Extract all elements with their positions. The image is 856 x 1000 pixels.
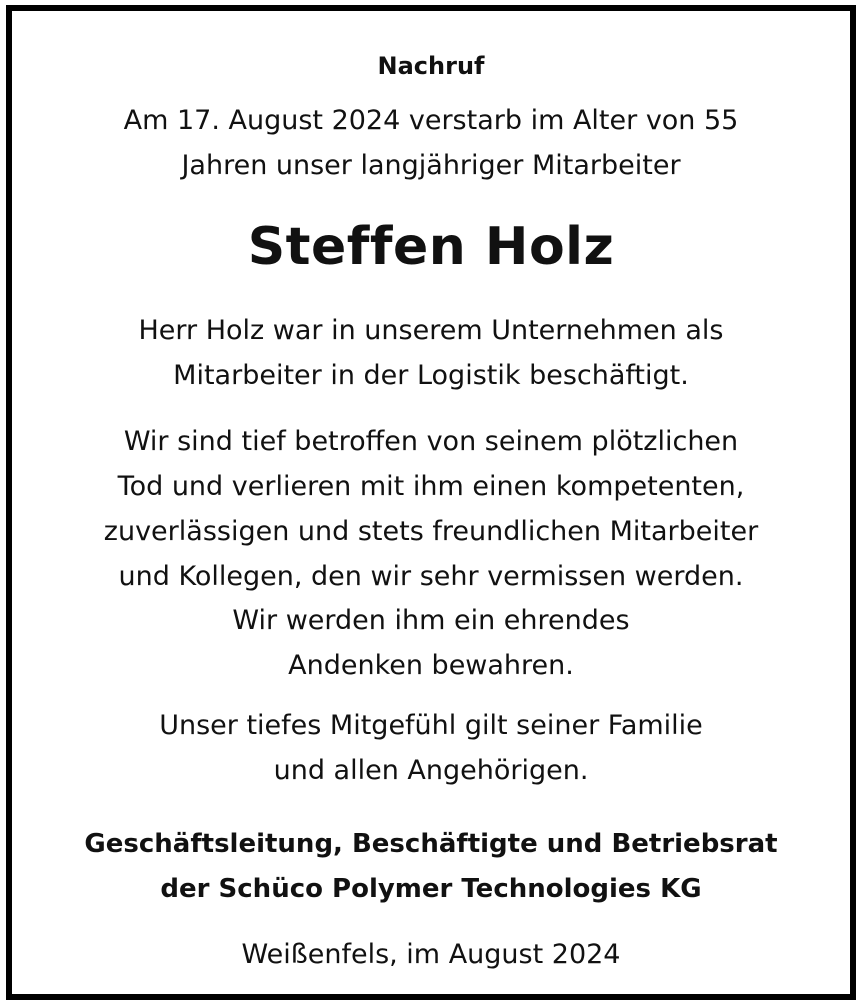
intro-line-2: Jahren unser langjähriger Mitarbeiter — [181, 150, 681, 181]
intro-line-1: Am 17. August 2024 verstarb im Alter von 55 — [123, 105, 739, 136]
deceased-name: Steffen Holz — [247, 217, 615, 277]
paragraph2-line-2: Tod und verlieren mit ihm einen kompetenten, — [117, 471, 745, 502]
sender-line-2: der Schüco Polymer Technologies KG — [160, 874, 702, 904]
paragraph3-line-1: Unser tiefes Mitgefühl gilt seiner Familie — [159, 710, 703, 741]
paragraph2-line-6: Andenken bewahren. — [288, 650, 574, 681]
paragraph3-line-2: und allen Angehörigen. — [273, 755, 589, 786]
paragraph2-line-5: Wir werden ihm ein ehrendes — [232, 605, 630, 636]
paragraph2-line-4: und Kollegen, den wir sehr vermissen werden. — [118, 561, 744, 592]
paragraph2-line-1: Wir sind tief betroffen von seinem plötzlichen — [123, 426, 739, 457]
sender-line-1: Geschäftsleitung, Beschäftigte und Betriebsrat — [84, 829, 778, 859]
paragraph1-line-1: Herr Holz war in unserem Unternehmen als — [138, 315, 724, 346]
notice-border — [6, 5, 856, 1000]
paragraph2-line-3: zuverlässigen und stets freundlichen Mitarbeiter — [103, 516, 759, 547]
paragraph1-line-2: Mitarbeiter in der Logistik beschäftigt. — [173, 360, 689, 391]
place-date: Weißenfels, im August 2024 — [241, 939, 621, 970]
notice-title: Nachruf — [377, 52, 485, 80]
notice-content — [12, 11, 850, 994]
